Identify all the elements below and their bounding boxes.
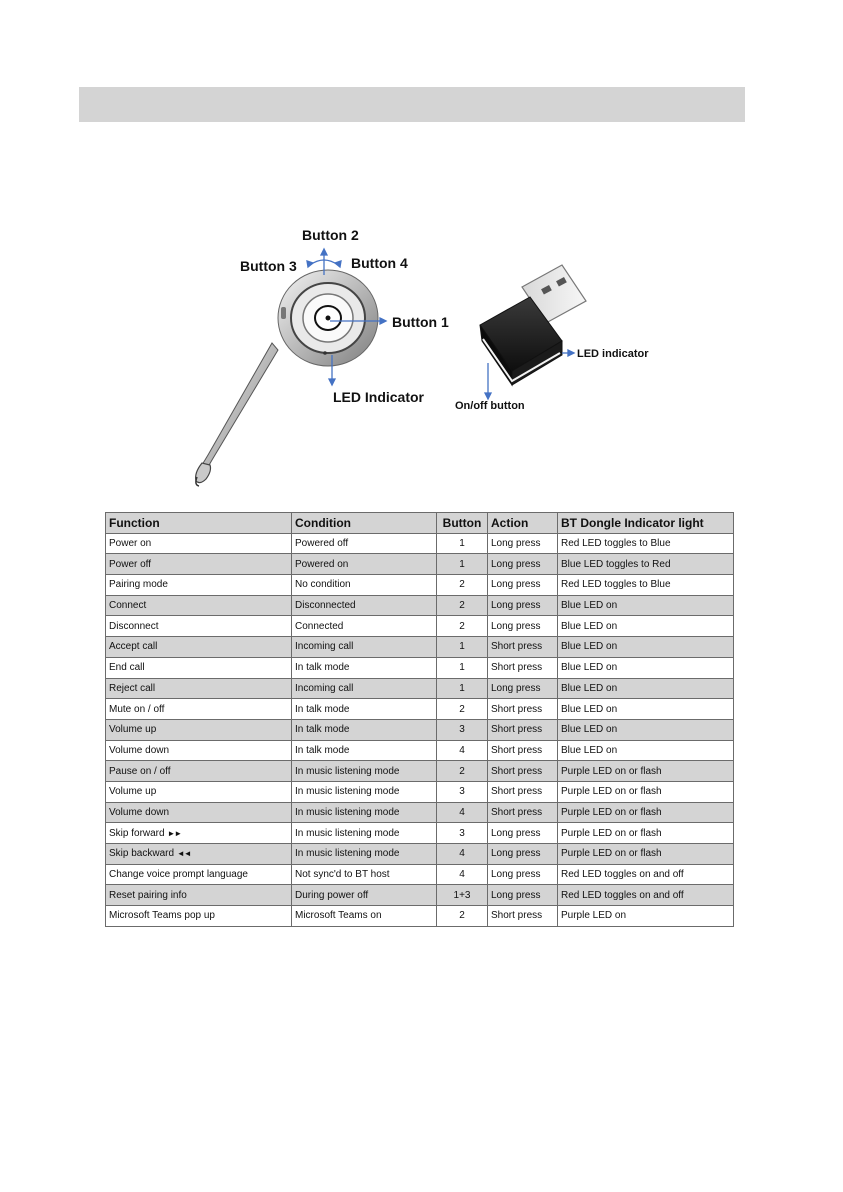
cell-button: 1 (437, 533, 488, 554)
cell-action: Short press (488, 719, 558, 740)
button-function-table (105, 512, 734, 927)
cell-function (106, 781, 292, 802)
cell-action: Long press (488, 678, 558, 699)
cell-button: 4 (437, 844, 488, 865)
cell-function (106, 575, 292, 596)
table-row (106, 906, 734, 927)
cell-function (106, 554, 292, 575)
cell-action: Short press (488, 699, 558, 720)
cell-function-text: Reset pairing info (109, 889, 187, 901)
cell-function (106, 637, 292, 658)
cell-function (106, 699, 292, 720)
cell-function (106, 657, 292, 678)
cell-action: Long press (488, 864, 558, 885)
table-row (106, 781, 734, 802)
cell-action: Short press (488, 740, 558, 761)
callout-led-indicator-dongle: LED indicator (577, 348, 649, 360)
cell-function (106, 740, 292, 761)
bt-dongle (480, 265, 586, 385)
table-header-row (106, 513, 734, 534)
cell-function-text: Accept call (109, 641, 158, 653)
table-row (106, 699, 734, 720)
cell-condition: In music listening mode (292, 844, 437, 865)
table-row (106, 554, 734, 575)
cell-condition: In music listening mode (292, 802, 437, 823)
callout-button-3: Button 3 (240, 258, 297, 274)
cell-condition: In music listening mode (292, 781, 437, 802)
cell-action: Short press (488, 781, 558, 802)
callout-button-4: Button 4 (351, 255, 408, 271)
cell-condition: No condition (292, 575, 437, 596)
cell-button: 1+3 (437, 885, 488, 906)
cell-function (106, 844, 292, 865)
skip-backward-icon: ◄◄ (176, 849, 191, 859)
cell-indicator-light: Purple LED on or flash (558, 802, 734, 823)
cell-indicator-light: Blue LED on (558, 740, 734, 761)
cell-indicator-light: Blue LED on (558, 595, 734, 616)
table-row (106, 802, 734, 823)
header-indicator-light: BT Dongle Indicator light (558, 513, 734, 534)
cell-condition: In music listening mode (292, 761, 437, 782)
cell-function-text: Volume up (109, 724, 157, 736)
cell-condition: In talk mode (292, 719, 437, 740)
cell-button: 1 (437, 657, 488, 678)
cell-button: 1 (437, 678, 488, 699)
cell-condition: In music listening mode (292, 823, 437, 844)
table-row (106, 595, 734, 616)
cell-function-text: Volume down (109, 806, 170, 818)
cell-indicator-light: Blue LED on (558, 719, 734, 740)
cell-function-text: Change voice prompt language (109, 869, 248, 881)
cell-action: Short press (488, 761, 558, 782)
table-row (106, 533, 734, 554)
cell-button: 3 (437, 823, 488, 844)
cell-function-text: Microsoft Teams pop up (109, 910, 215, 922)
cell-function (106, 533, 292, 554)
cell-condition: Incoming call (292, 637, 437, 658)
cell-condition: Not sync'd to BT host (292, 864, 437, 885)
cell-function (106, 678, 292, 699)
cell-function-text: Power on (109, 538, 152, 550)
cell-action: Long press (488, 575, 558, 596)
cell-action: Short press (488, 637, 558, 658)
cell-button: 4 (437, 740, 488, 761)
cell-action: Short press (488, 802, 558, 823)
cell-function (106, 719, 292, 740)
cell-condition: In talk mode (292, 657, 437, 678)
cell-function-text: Connect (109, 600, 147, 612)
cell-indicator-light: Purple LED on (558, 906, 734, 927)
cell-function-text: Power off (109, 558, 152, 570)
cell-button: 2 (437, 575, 488, 596)
cell-indicator-light: Red LED toggles on and off (558, 864, 734, 885)
cell-indicator-light: Blue LED on (558, 616, 734, 637)
cell-indicator-light: Purple LED on or flash (558, 844, 734, 865)
cell-function (106, 802, 292, 823)
cell-button: 1 (437, 554, 488, 575)
cell-function (106, 906, 292, 927)
cell-button: 2 (437, 616, 488, 637)
cell-function (106, 885, 292, 906)
cell-condition: Incoming call (292, 678, 437, 699)
cell-function-text: Volume up (109, 786, 157, 798)
cell-button: 4 (437, 802, 488, 823)
cell-function (106, 616, 292, 637)
cell-button: 2 (437, 906, 488, 927)
cell-indicator-light: Red LED toggles to Blue (558, 533, 734, 554)
cell-button: 2 (437, 595, 488, 616)
table-row (106, 657, 734, 678)
cell-indicator-light: Blue LED on (558, 678, 734, 699)
table-row (106, 864, 734, 885)
cell-button: 3 (437, 781, 488, 802)
table-row (106, 719, 734, 740)
callout-button-1: Button 1 (392, 314, 449, 330)
cell-function-text: Reject call (109, 682, 156, 694)
cell-function (106, 761, 292, 782)
headset-boom (196, 343, 278, 486)
cell-function-text: Disconnect (109, 620, 159, 632)
cell-indicator-light: Blue LED on (558, 699, 734, 720)
cell-condition: In talk mode (292, 699, 437, 720)
cell-function (106, 595, 292, 616)
cell-button: 1 (437, 637, 488, 658)
callout-onoff-button: On/off button (455, 400, 525, 412)
cell-action: Long press (488, 595, 558, 616)
table-row (106, 740, 734, 761)
cell-action: Long press (488, 844, 558, 865)
cell-indicator-light: Blue LED on (558, 637, 734, 658)
table-row (106, 678, 734, 699)
cell-condition: Connected (292, 616, 437, 637)
cell-action: Short press (488, 657, 558, 678)
cell-button: 4 (437, 864, 488, 885)
cell-condition: Powered off (292, 533, 437, 554)
table-row (106, 844, 734, 865)
cell-function (106, 864, 292, 885)
cell-function (106, 823, 292, 844)
cell-action: Long press (488, 533, 558, 554)
headset-body (278, 270, 378, 366)
cell-function-text: Skip forward (109, 827, 165, 839)
cell-button: 2 (437, 761, 488, 782)
cell-action: Long press (488, 823, 558, 844)
header-button: Button (437, 513, 488, 534)
header-action: Action (488, 513, 558, 534)
cell-condition: In talk mode (292, 740, 437, 761)
table-row (106, 761, 734, 782)
cell-indicator-light: Blue LED on (558, 657, 734, 678)
cell-function-text: Pause on / off (109, 765, 171, 777)
cell-action: Short press (488, 906, 558, 927)
cell-function-text: Volume down (109, 744, 170, 756)
section-header-bar (79, 87, 745, 122)
cell-indicator-light: Red LED toggles to Blue (558, 575, 734, 596)
cell-condition: During power off (292, 885, 437, 906)
table-row (106, 885, 734, 906)
cell-button: 2 (437, 699, 488, 720)
cell-action: Long press (488, 885, 558, 906)
cell-indicator-light: Red LED toggles on and off (558, 885, 734, 906)
cell-condition: Microsoft Teams on (292, 906, 437, 927)
cell-function-text: Pairing mode (109, 579, 168, 591)
cell-indicator-light: Blue LED toggles to Red (558, 554, 734, 575)
cell-indicator-light: Purple LED on or flash (558, 761, 734, 782)
header-function: Function (106, 513, 292, 534)
cell-indicator-light: Purple LED on or flash (558, 781, 734, 802)
table-row (106, 637, 734, 658)
table-row (106, 575, 734, 596)
callout-led-indicator-headset: LED Indicator (333, 389, 425, 405)
cell-action: Long press (488, 554, 558, 575)
table-row (106, 616, 734, 637)
cell-action: Long press (488, 616, 558, 637)
cell-condition: Powered on (292, 554, 437, 575)
cell-condition: Disconnected (292, 595, 437, 616)
cell-function-text: End call (109, 662, 145, 674)
table-row (106, 823, 734, 844)
skip-forward-icon: ►► (167, 828, 182, 838)
product-illustration (150, 215, 710, 490)
callout-button-2: Button 2 (302, 227, 359, 243)
cell-button: 3 (437, 719, 488, 740)
cell-indicator-light: Purple LED on or flash (558, 823, 734, 844)
header-condition: Condition (292, 513, 437, 534)
cell-function-text: Skip backward (109, 848, 175, 860)
cell-function-text: Mute on / off (109, 703, 165, 715)
